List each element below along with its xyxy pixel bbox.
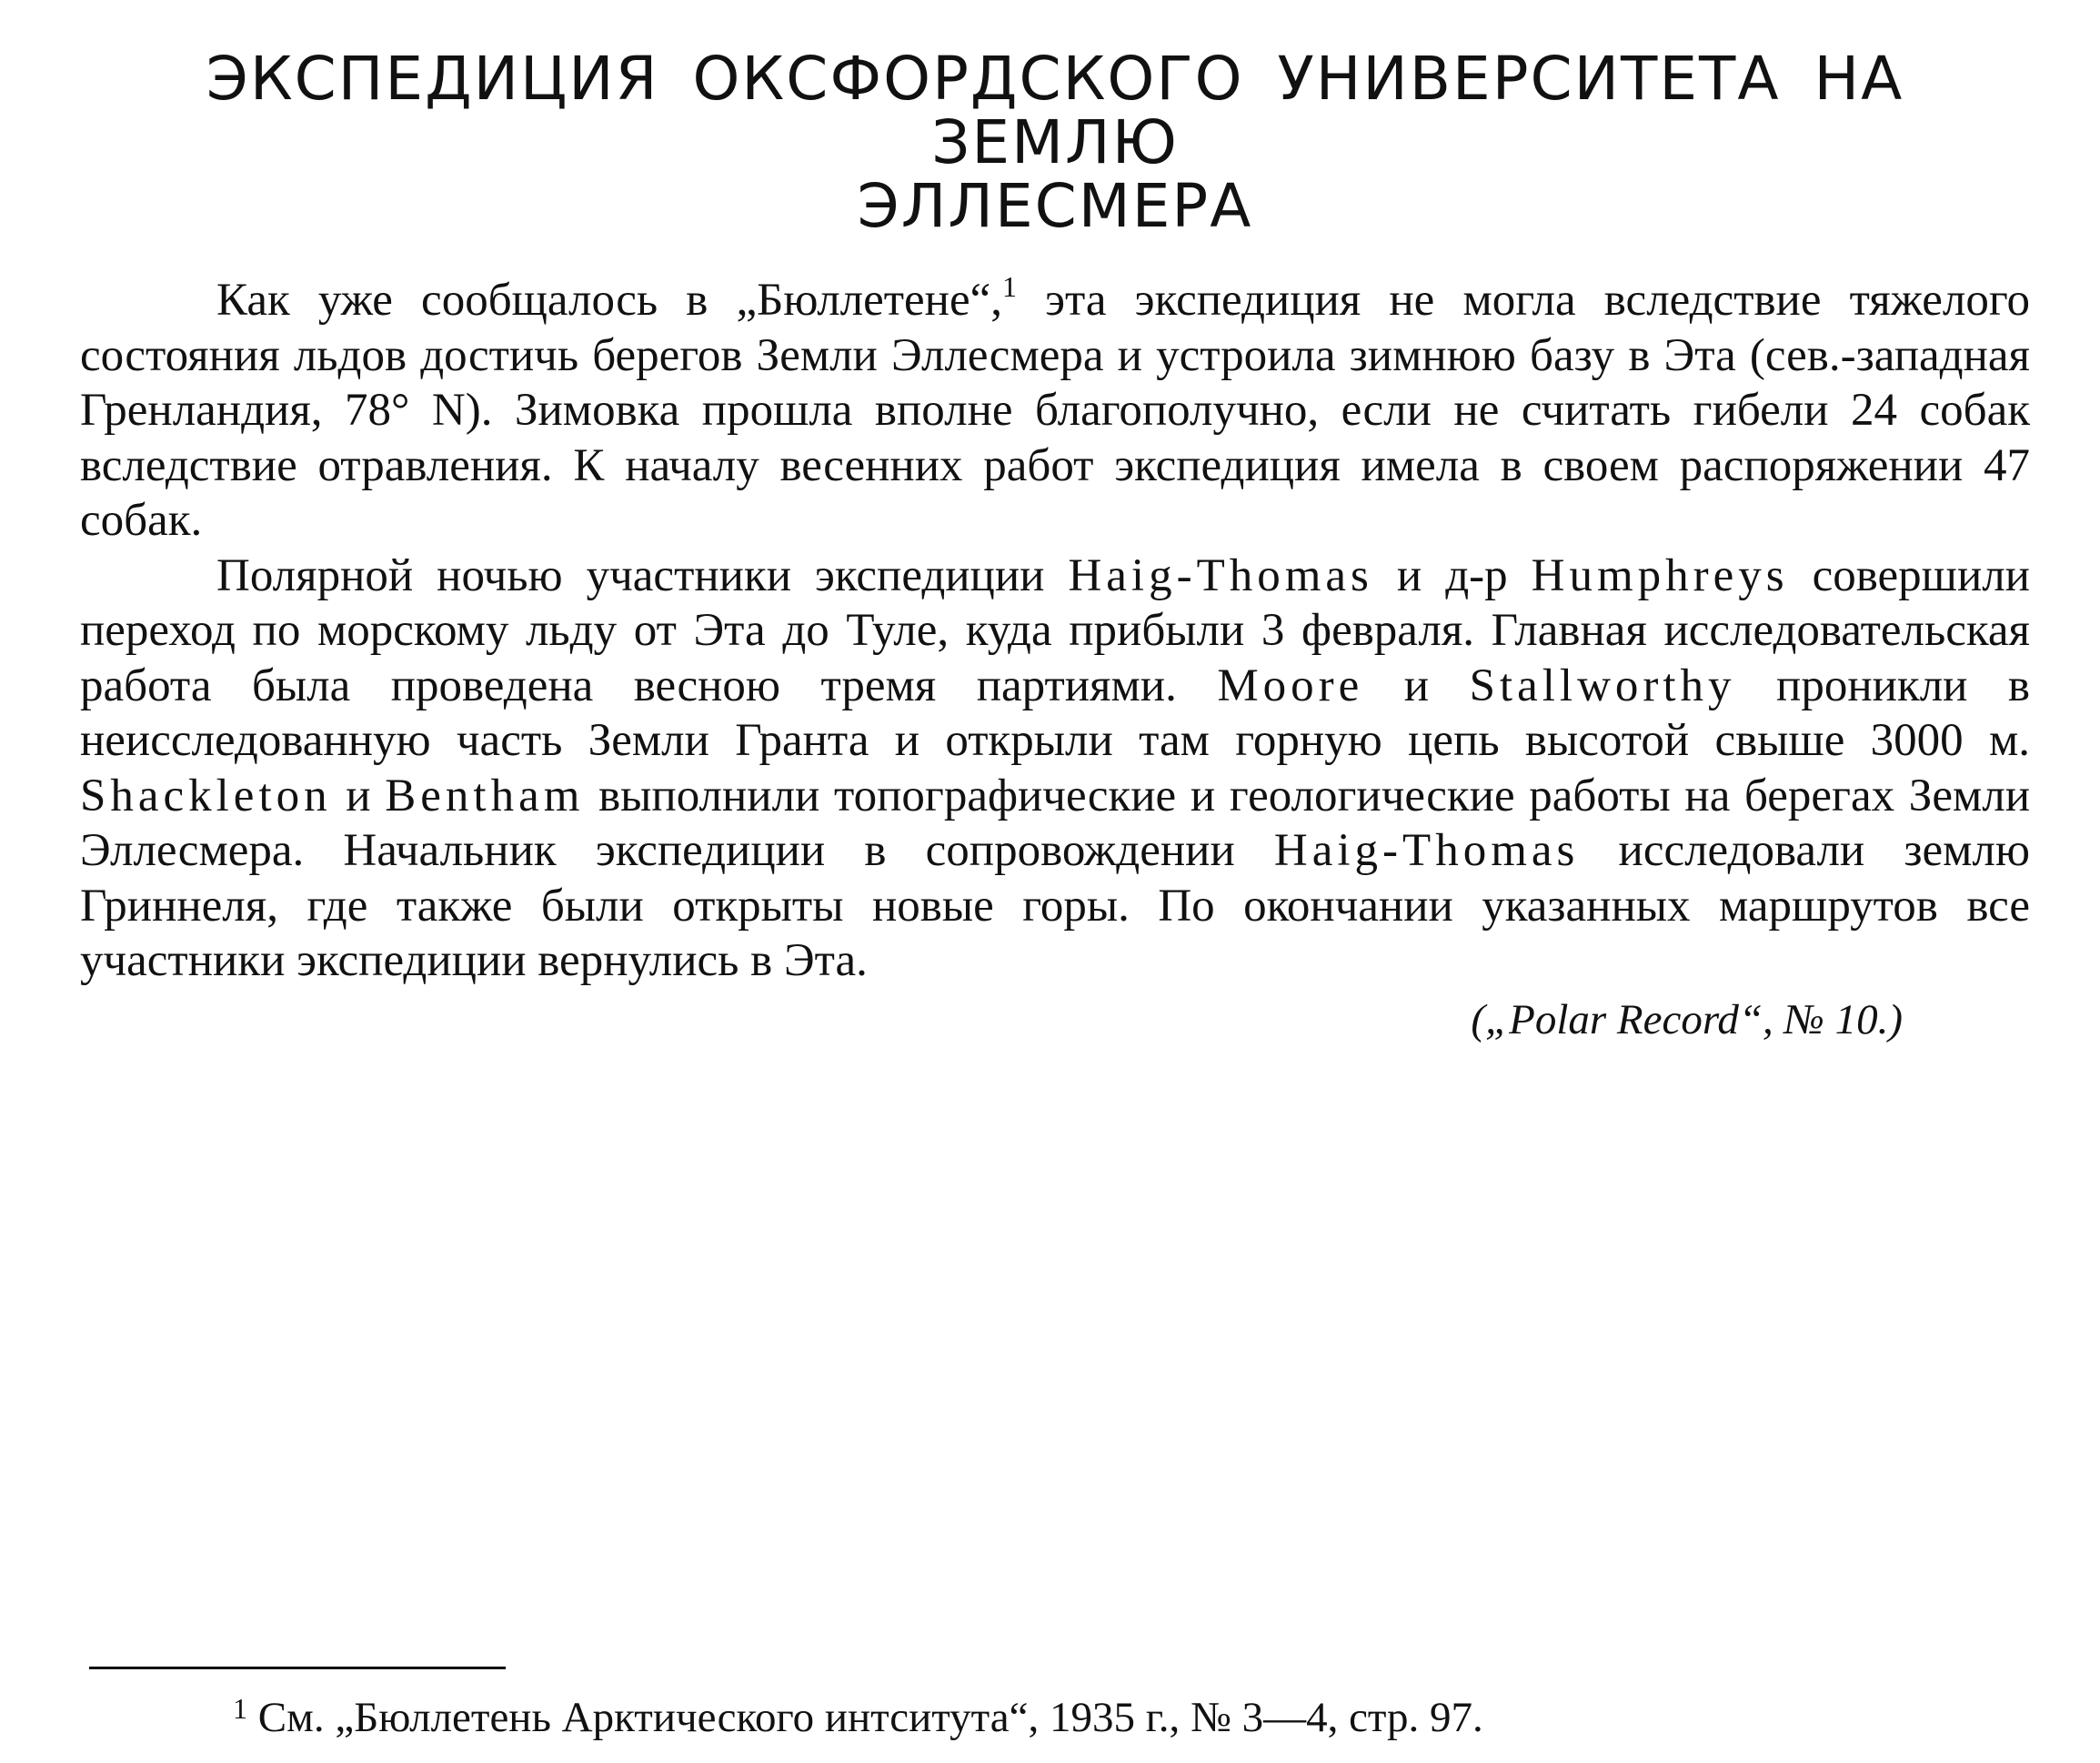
paragraph-1-text-a: Как уже сообщалось в „Бюллетене“, — [216, 275, 1002, 326]
source-citation: („Polar Record“, № 10.) — [1471, 995, 1903, 1043]
person-name: Bentham — [385, 770, 585, 821]
title-line-2: ЭЛЛЕСМЕРА — [857, 171, 1253, 241]
paragraph-2-text: Полярной ночью участники экспедиции — [216, 549, 1069, 601]
footnote-divider — [89, 1667, 506, 1669]
person-name: Haig-Thomas — [1068, 549, 1373, 601]
person-name: Humphreys — [1531, 549, 1789, 601]
person-name: Moore — [1217, 660, 1364, 711]
paragraph-2-text: и — [1363, 660, 1470, 711]
paragraph-1-text-b: эта экспедиция не могла вследствие тяжелого состояния льдов достичь берегов Земли Эллесмера и устроила зимнюю базу в Эта (сев.-западная Гренландия, 78° N). Зимовка прошла вполне благополучно, если не считать гибели 24 собак вследствие отравления. К началу весенних работ экспедиция имела в своем распоряжении 47 собак. — [80, 275, 2030, 546]
footnote — [233, 1692, 1483, 1743]
footnote-marker: 1 — [233, 1692, 247, 1725]
paragraph-2-text: выполнили топографические и геологические работы на берегах Земли Эллесмера. Начальник экспедиции в сопровождении — [80, 770, 2030, 876]
footnote-text: См. „Бюллетень Арктического интситута“, 1935 г., № 3—4, стр. 97. — [257, 1694, 1483, 1741]
paragraph-2-text: проникли в неисследованную часть Земли Гранта и открыли там горную цепь высотой свыше 3000 м. — [80, 660, 2031, 766]
article-title — [80, 44, 2030, 241]
paragraph-2 — [80, 549, 2030, 989]
document-page — [80, 44, 2031, 1047]
footnote-reference: 1 — [1001, 270, 1017, 303]
person-name: Stallworthy — [1469, 660, 1736, 711]
person-name: Haig-Thomas — [1273, 825, 1580, 876]
paragraph-1 — [80, 270, 2030, 549]
person-name: Shackleton — [80, 770, 332, 821]
paragraph-2-text: и д-р — [1372, 549, 1532, 601]
paragraph-2-text: совершили переход по морскому льду от Эта до Туле, куда прибыли 3 февраля. Главная исследовательская работа была проведена весною тремя партиями. — [80, 549, 2030, 711]
paragraph-2-text: и — [331, 770, 386, 821]
title-line-1: ЭКСПЕДИЦИЯ ОКСФОРДСКОГО УНИВЕРСИТЕТА НА ЗЕМЛЮ — [206, 44, 1904, 177]
paragraph-2-text: исследовали землю Гриннеля, где также были открыты новые горы. По окончании указанных маршрутов все участники экспедиции вернулись в Эта. — [80, 825, 2030, 986]
